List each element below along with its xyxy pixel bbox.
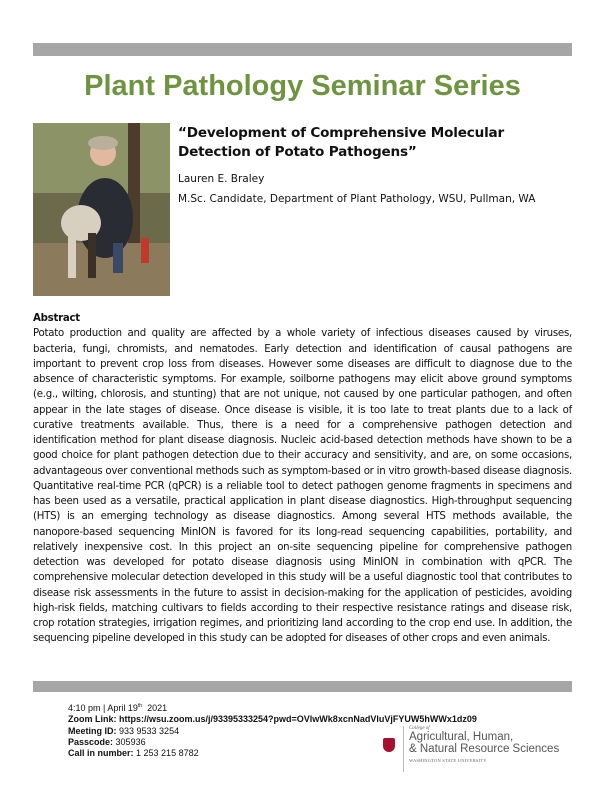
logo-college-of: College of — [409, 726, 430, 731]
top-divider-bar — [33, 43, 572, 56]
logo-university: WASHINGTON STATE UNIVERSITY — [409, 758, 487, 763]
wsu-shield-icon — [383, 738, 395, 752]
logo-line2: & Natural Resource Sciences — [409, 743, 560, 755]
meeting-id-label: Meeting ID: — [68, 725, 117, 736]
logo-line1: Agricultural, Human, — [409, 731, 514, 743]
page-title: Plant Pathology Seminar Series — [84, 70, 521, 102]
abstract-text: Potato production and quality are affected by a whole variety of infectious diseases caused by viruses, bacteria, fungi, chromists, and nematodes. Early detection and identification of causal pathogens are important to prevent crop loss from diseases. However some diseases are difficult to diagnose due to the absence of characteristic symptoms. For example, soilborne pathogens may elicit above ground symptoms (e.g., wilting, chlorosis, and stunting) that are not unique, not caused by one particular pathogen, and often appear in the late stages of disease. Once disease is visible, it is too late to treat plants due to a lack of curative treatments available. Thus, there is a need for a comprehensive pathogen detection and identification method for plant disease diagnosis. Nucleic acid-based detection methods have shown to be a good choice for plant pathogen detection due to their accuracy and sensitivity, and are, on some occasions, advantageous over conventional methods such as symptom-based or in vitro growth-based disease diagnosis. Quantitative real-time PCR (qPCR) is a reliable tool to detect pathogen genome fragments in specimens and has been used as a versatile, practical application in plant disease diagnostics. High-throughput sequencing (HTS) is an emerging technology as disease diagnostics. Among several HTS methods available, the nanopore-based sequencing MinION is favored for its long-read sequencing capabilities, portability, and relatively inexpensive cost. In this project an on-site sequencing pipeline for comprehensive pathogen detection was developed for potato disease diagnosis using MinION in combination with qPCR. The comprehensive molecular detection developed in this study will be a useful diagnostic tool that contributes to disease risk assessments in the future to assist in decision-making for the application of pesticides, avoiding high-risk fields, matching cultivars to fields according to their respective resistance ratings and disease risk, crop rotation strategies, irrigation regimes, and prioritizing land according to the crop end use. In addition, the sequencing pipeline developed in this study can be adopted for diseases of other crops and even animals. — [33, 328, 572, 645]
call-in-number: 1 253 215 8782 — [136, 748, 199, 759]
passcode: 305936 — [115, 736, 146, 747]
bottom-divider-bar — [33, 681, 572, 692]
year-text: 2021 — [147, 703, 168, 713]
time-text: 4:10 pm | April 19 — [68, 703, 138, 713]
meeting-id: 933 9533 3254 — [119, 725, 180, 736]
logo-divider — [403, 726, 404, 772]
speaker-name: Lauren E. Braley — [178, 173, 265, 185]
abstract-section — [33, 311, 572, 647]
date-suffix: th — [137, 703, 143, 709]
zoom-link[interactable]: https://wsu.zoom.us/j/93395333254?pwd=OVlwWk8xcnNadVluVjFYUW5hWWx1dz09 — [119, 714, 477, 725]
speaker-photo — [33, 123, 170, 296]
abstract-heading: Abstract — [33, 313, 80, 324]
call-in-label: Call in number: — [68, 748, 134, 759]
speaker-position: M.Sc. Candidate, Department of Plant Pathology, WSU, Pullman, WA — [178, 193, 536, 205]
date-time — [68, 701, 477, 714]
talk-title: “Development of Comprehensive Molecular Detection of Potato Pathogens” — [178, 125, 505, 160]
cahnrs-logo — [383, 726, 583, 776]
zoom-link-label: Zoom Link: — [68, 714, 119, 725]
passcode-label: Passcode: — [68, 736, 114, 747]
zoom-link-row — [68, 714, 477, 725]
